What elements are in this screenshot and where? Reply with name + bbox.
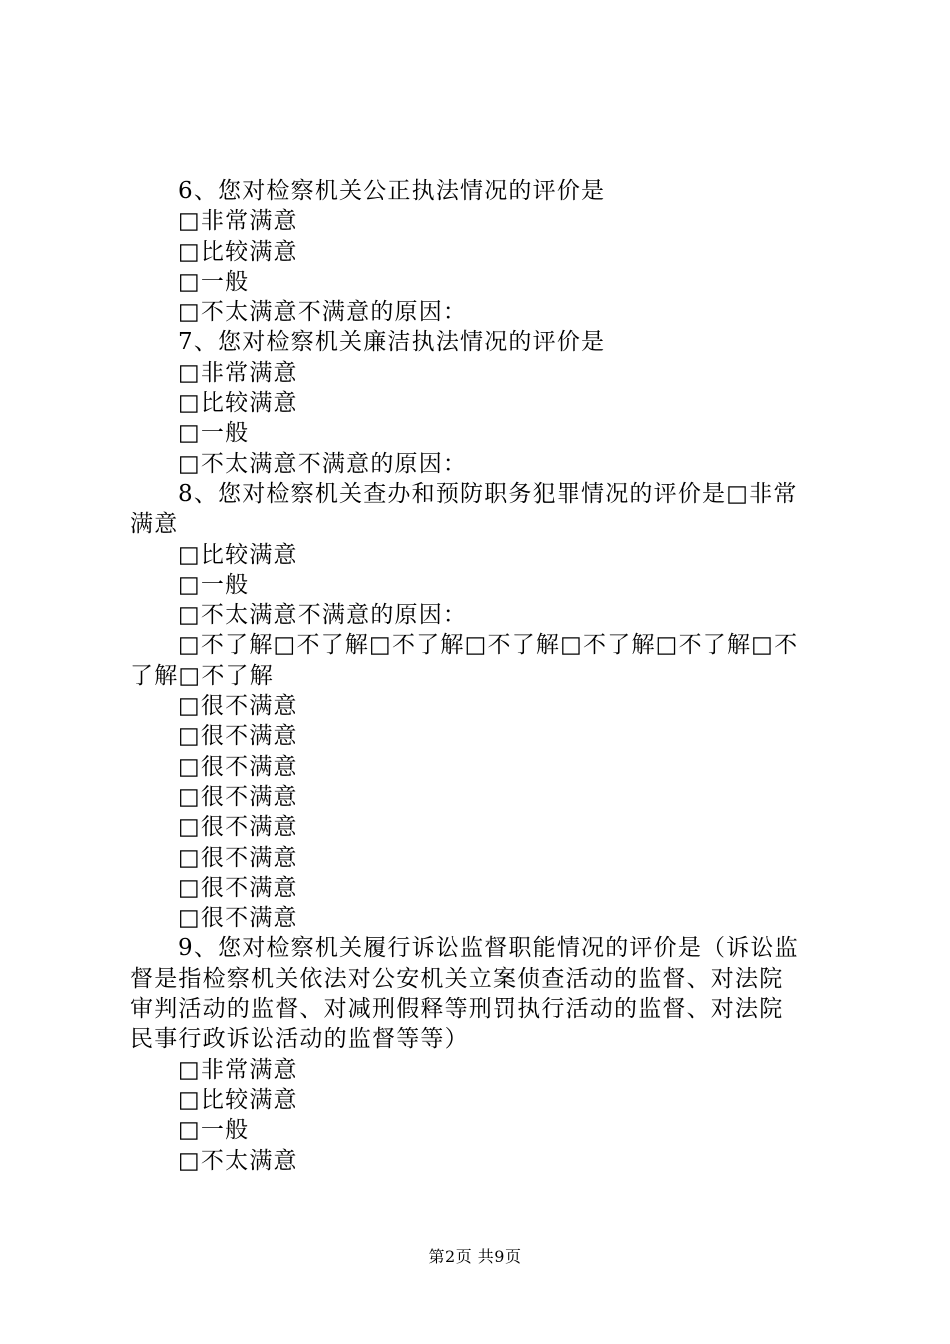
text-line: □不太满意不满意的原因： xyxy=(178,299,468,326)
text-line: □很不满意 xyxy=(178,753,298,780)
text-line: □比较满意 xyxy=(178,1086,298,1113)
text-line: □比较满意 xyxy=(178,541,298,568)
text-line: □很不满意 xyxy=(178,905,298,932)
text-line: 8、您对检察机关查办和预防职务犯罪情况的评价是□非常 xyxy=(178,480,798,507)
text-line: □不太满意不满意的原因： xyxy=(178,602,468,629)
text-line: 民事行政诉讼活动的监督等等） xyxy=(130,1026,469,1053)
text-line: 满意 xyxy=(130,511,179,538)
text-line: □很不满意 xyxy=(178,844,298,871)
text-line: □不太满意 xyxy=(178,1147,298,1174)
text-line: □很不满意 xyxy=(178,693,298,720)
text-line: 7、您对检察机关廉洁执法情况的评价是 xyxy=(178,329,606,356)
text-line: 督是指检察机关依法对公安机关立案侦查活动的监督、对法院 xyxy=(130,965,784,992)
text-line: □非常满意 xyxy=(178,1056,298,1083)
text-line: □不太满意不满意的原因： xyxy=(178,450,468,477)
text-line: 审判活动的监督、对减刑假释等刑罚执行活动的监督、对法院 xyxy=(130,996,784,1023)
text-line: □很不满意 xyxy=(178,814,298,841)
text-line: 9、您对检察机关履行诉讼监督职能情况的评价是（诉讼监 xyxy=(178,935,799,962)
text-line: □不了解□不了解□不了解□不了解□不了解□不了解□不 xyxy=(178,632,799,659)
page-footer: 第2页 共9页 xyxy=(428,1247,522,1266)
text-line: □一般 xyxy=(178,268,250,295)
text-line: □很不满意 xyxy=(178,783,298,810)
text-line: □比较满意 xyxy=(178,390,298,417)
text-line: □很不满意 xyxy=(178,723,298,750)
text-line: □非常满意 xyxy=(178,208,298,235)
text-line: □比较满意 xyxy=(178,238,298,265)
text-line: □一般 xyxy=(178,1117,250,1144)
text-line: 6、您对检察机关公正执法情况的评价是 xyxy=(178,178,606,204)
text-line: □一般 xyxy=(178,420,250,447)
text-line: □很不满意 xyxy=(178,874,298,901)
text-line: □一般 xyxy=(178,571,250,598)
text-line: □非常满意 xyxy=(178,359,298,386)
text-line: 了解□不了解 xyxy=(130,662,274,689)
document-body xyxy=(130,176,830,1176)
